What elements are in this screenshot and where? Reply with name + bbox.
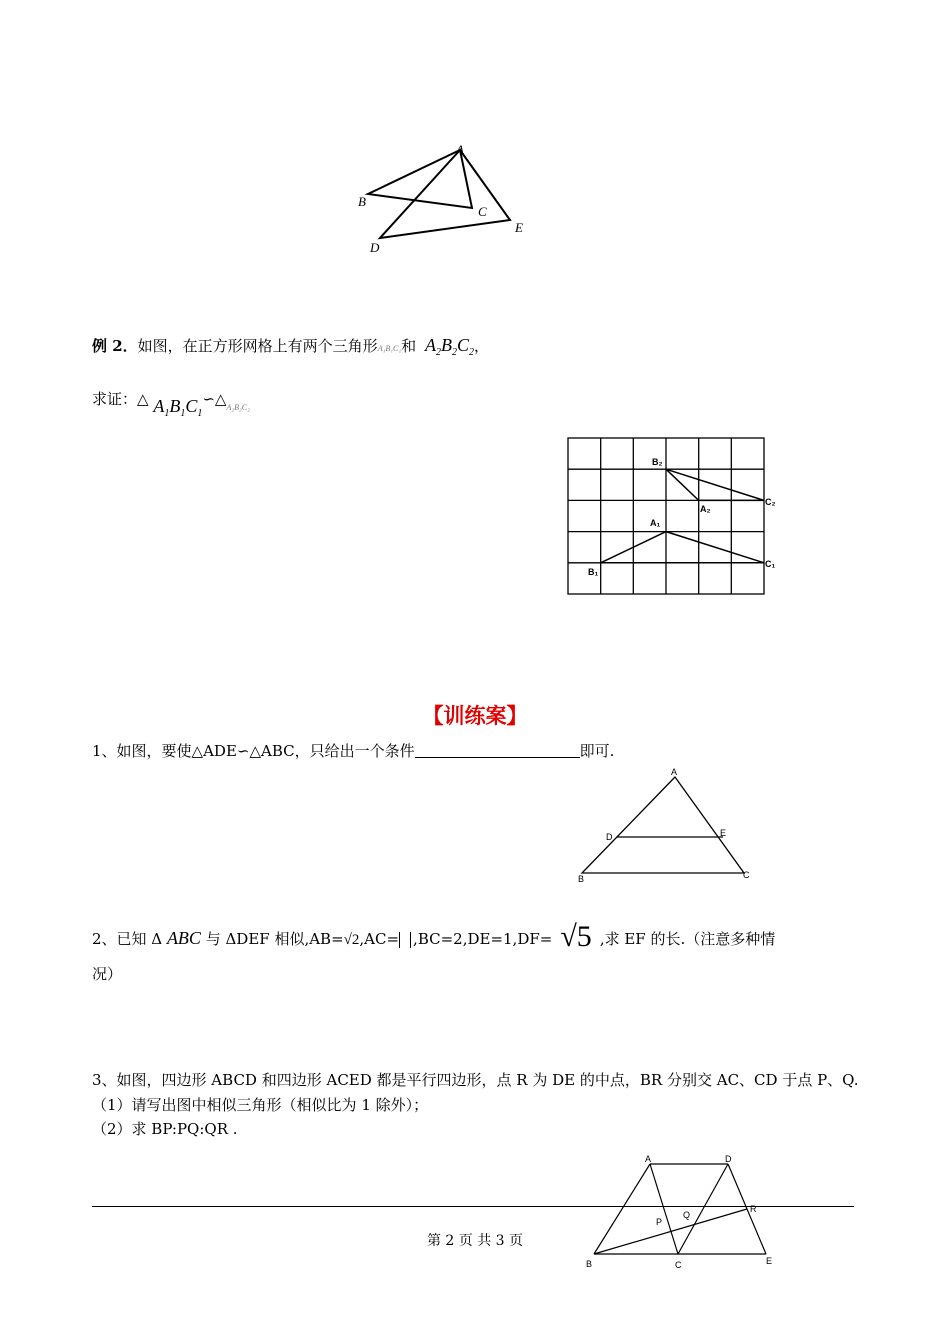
label-c: C xyxy=(743,870,750,880)
label-b: B xyxy=(578,874,585,884)
segment-ac xyxy=(650,1164,678,1254)
label-e: E xyxy=(515,220,523,235)
label-b: B xyxy=(586,1259,593,1269)
label-b2: B₂ xyxy=(652,457,663,467)
label-c: C xyxy=(675,1260,682,1270)
triangle-abc-q1 xyxy=(582,777,744,873)
grid-figure xyxy=(562,432,782,600)
example-label: 例 2． xyxy=(92,337,138,355)
triangle-a2b2c2-small: A₂B₂C₂ xyxy=(226,403,250,412)
figure-q1-triangle xyxy=(570,765,760,890)
prove-label: 求证：△ xyxy=(92,390,149,408)
label-a2: A₂ xyxy=(700,504,711,514)
label-c1: C₁ xyxy=(765,559,776,569)
example-text: 如图，在正方形网格上有两个三角形 xyxy=(137,337,378,355)
label-c2: C₂ xyxy=(765,497,776,507)
question-2: 2、已知 Δ ABC 与 ΔDEF 相似,AB=√2,AC= ,BC=2,DE=1,DF= √5 ,求 EF 的长.（注意多种情 xyxy=(92,920,776,953)
label-a: A xyxy=(456,142,464,157)
label-r: R xyxy=(750,1204,757,1214)
figure-q3-parallelograms xyxy=(578,1150,788,1275)
and-text: 和 xyxy=(401,337,417,355)
page-footer: 第 2 页 共 3 页 xyxy=(426,1233,524,1249)
label-e: E xyxy=(720,828,727,838)
label-q: Q xyxy=(683,1210,691,1220)
label-d: D xyxy=(370,240,380,255)
similar-symbol: ∽△ xyxy=(202,390,227,408)
triangle-a1b1c1-small: A₁B₁C₁ xyxy=(377,344,402,353)
triangle-a2b2c2-shape xyxy=(666,469,764,500)
segment-dc xyxy=(678,1164,728,1254)
sqrt-2: √2 xyxy=(343,932,360,948)
label-c: C xyxy=(478,204,487,219)
section-title: 【训练案】 xyxy=(422,704,528,728)
triangle-ade xyxy=(380,150,510,238)
triangle-abc-text: ABC xyxy=(166,928,201,948)
segment-br xyxy=(594,1209,747,1254)
question-1: 1、如图，要使△ADE∽△ABC，只给出一个条件 即可. xyxy=(92,742,615,760)
label-d: D xyxy=(606,832,613,842)
label-a1: A₁ xyxy=(650,518,661,528)
sqrt-5: √5 xyxy=(560,920,592,953)
triangle-a1b1c1: $A_1B_1C_1$ xyxy=(153,396,203,419)
question-3-line1: 3、如图，四边形 ABCD 和四边形 ACED 都是平行四边形，点 R 为 DE 的中点，BR 分别交 AC、CD 于点 P、Q. xyxy=(92,1071,859,1089)
label-b: B xyxy=(358,194,366,209)
figure-triangles-ade-abc xyxy=(350,140,540,265)
example-2-prove xyxy=(92,388,250,419)
label-a: A xyxy=(671,767,678,777)
label-d: D xyxy=(725,1154,732,1164)
triangle-a1b1c1-shape xyxy=(601,532,764,563)
example-2-statement: 例 2．如图，在正方形网格上有两个三角形A₁B₁C₁和 $A_2B_2C_2$， xyxy=(92,335,489,358)
answer-blank[interactable] xyxy=(415,743,580,758)
label-p: P xyxy=(656,1217,663,1227)
label-a: A xyxy=(645,1154,652,1164)
triangle-a2b2c2: $A_2B_2C_2$ xyxy=(424,335,474,358)
question-2-line2: 况） xyxy=(92,965,123,983)
label-e: E xyxy=(766,1256,773,1266)
ac-value-glyph xyxy=(399,932,411,948)
question-3-line3: （2）求 BP:PQ:QR . xyxy=(92,1120,238,1138)
question-3-line2: （1）请写出图中相似三角形（相似比为 1 除外）； xyxy=(92,1096,429,1114)
triangle-abc xyxy=(368,150,472,208)
label-b1: B₁ xyxy=(588,567,599,577)
